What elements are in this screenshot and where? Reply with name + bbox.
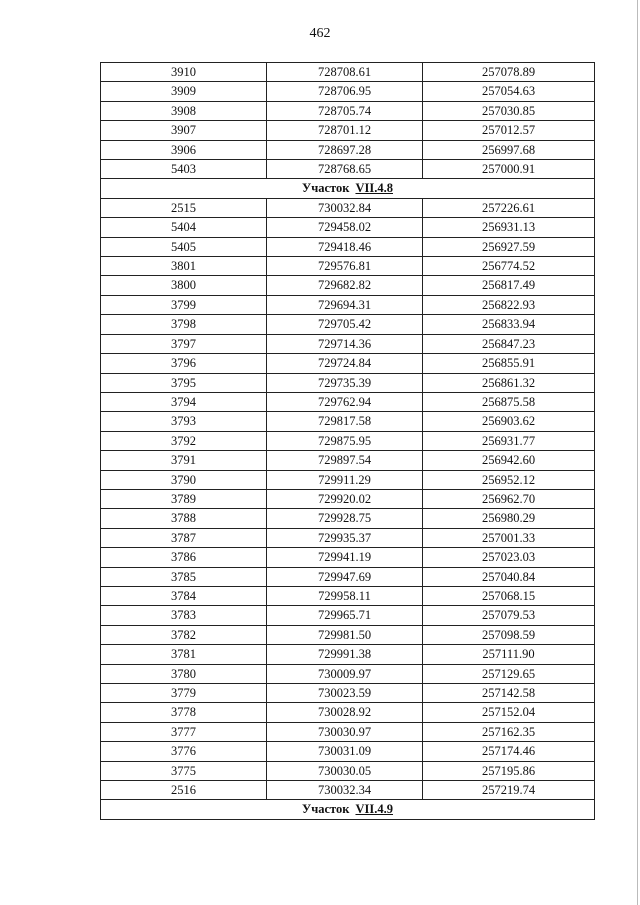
- coordinates-table-body: [101, 63, 595, 820]
- y-coordinate-cell: 256855.91: [423, 354, 595, 373]
- y-coordinate-cell: 257098.59: [423, 625, 595, 644]
- table-row: [101, 82, 595, 101]
- y-coordinate-cell: 257226.61: [423, 198, 595, 217]
- y-coordinate-cell: 256997.68: [423, 140, 595, 159]
- point-number-cell: 3908: [101, 101, 267, 120]
- point-number-cell: 3796: [101, 354, 267, 373]
- x-coordinate-cell: 729875.95: [267, 431, 423, 450]
- point-number-cell: 5404: [101, 218, 267, 237]
- x-coordinate-cell: 729947.69: [267, 567, 423, 586]
- y-coordinate-cell: 257152.04: [423, 703, 595, 722]
- point-number-cell: 3791: [101, 451, 267, 470]
- point-number-cell: 3798: [101, 315, 267, 334]
- point-number-cell: 3781: [101, 645, 267, 664]
- table-row: [101, 567, 595, 586]
- point-number-cell: 3795: [101, 373, 267, 392]
- table-row: [101, 121, 595, 140]
- table-row: [101, 528, 595, 547]
- y-coordinate-cell: 257079.53: [423, 606, 595, 625]
- point-number-cell: 3782: [101, 625, 267, 644]
- x-coordinate-cell: 729897.54: [267, 451, 423, 470]
- point-number-cell: 3799: [101, 295, 267, 314]
- point-number-cell: 3909: [101, 82, 267, 101]
- table-row: [101, 295, 595, 314]
- table-row: [101, 586, 595, 605]
- table-row: [101, 548, 595, 567]
- y-coordinate-cell: 256931.13: [423, 218, 595, 237]
- y-coordinate-cell: 256847.23: [423, 334, 595, 353]
- x-coordinate-cell: 728701.12: [267, 121, 423, 140]
- section-name: VII.4.8: [355, 181, 393, 196]
- section-header-row: [101, 179, 595, 198]
- section-header-cell: [101, 800, 595, 819]
- y-coordinate-cell: 257030.85: [423, 101, 595, 120]
- x-coordinate-cell: 729682.82: [267, 276, 423, 295]
- point-number-cell: 3906: [101, 140, 267, 159]
- x-coordinate-cell: 729576.81: [267, 257, 423, 276]
- table-row: [101, 781, 595, 800]
- table-row: [101, 451, 595, 470]
- point-number-cell: 3801: [101, 257, 267, 276]
- table-row: [101, 160, 595, 179]
- y-coordinate-cell: 257162.35: [423, 722, 595, 741]
- section-name: VII.4.9: [355, 802, 393, 817]
- table-row: [101, 431, 595, 450]
- point-number-cell: 3779: [101, 684, 267, 703]
- point-number-cell: 2516: [101, 781, 267, 800]
- point-number-cell: 3786: [101, 548, 267, 567]
- x-coordinate-cell: 730028.92: [267, 703, 423, 722]
- table-row: [101, 742, 595, 761]
- y-coordinate-cell: 257174.46: [423, 742, 595, 761]
- y-coordinate-cell: 256927.59: [423, 237, 595, 256]
- point-number-cell: 2515: [101, 198, 267, 217]
- y-coordinate-cell: 257129.65: [423, 664, 595, 683]
- x-coordinate-cell: 729991.38: [267, 645, 423, 664]
- x-coordinate-cell: 730030.97: [267, 722, 423, 741]
- x-coordinate-cell: 729714.36: [267, 334, 423, 353]
- point-number-cell: 3777: [101, 722, 267, 741]
- table-row: [101, 412, 595, 431]
- section-prefix: Участок: [302, 802, 350, 817]
- y-coordinate-cell: 256931.77: [423, 431, 595, 450]
- table-row: [101, 489, 595, 508]
- x-coordinate-cell: 728708.61: [267, 63, 423, 82]
- x-coordinate-cell: 728706.95: [267, 82, 423, 101]
- x-coordinate-cell: 730031.09: [267, 742, 423, 761]
- y-coordinate-cell: 256774.52: [423, 257, 595, 276]
- x-coordinate-cell: 729935.37: [267, 528, 423, 547]
- y-coordinate-cell: 257001.33: [423, 528, 595, 547]
- x-coordinate-cell: 728705.74: [267, 101, 423, 120]
- x-coordinate-cell: 729694.31: [267, 295, 423, 314]
- table-row: [101, 315, 595, 334]
- x-coordinate-cell: 730032.34: [267, 781, 423, 800]
- table-row: [101, 761, 595, 780]
- y-coordinate-cell: 257000.91: [423, 160, 595, 179]
- table-row: [101, 354, 595, 373]
- y-coordinate-cell: 256822.93: [423, 295, 595, 314]
- point-number-cell: 3790: [101, 470, 267, 489]
- y-coordinate-cell: 256817.49: [423, 276, 595, 295]
- table-row: [101, 257, 595, 276]
- x-coordinate-cell: 729965.71: [267, 606, 423, 625]
- point-number-cell: 3778: [101, 703, 267, 722]
- table-row: [101, 606, 595, 625]
- table-row: [101, 334, 595, 353]
- table-row: [101, 140, 595, 159]
- point-number-cell: 5405: [101, 237, 267, 256]
- table-row: [101, 470, 595, 489]
- table-row: [101, 101, 595, 120]
- point-number-cell: 3910: [101, 63, 267, 82]
- y-coordinate-cell: 257078.89: [423, 63, 595, 82]
- y-coordinate-cell: 257054.63: [423, 82, 595, 101]
- point-number-cell: 3793: [101, 412, 267, 431]
- y-coordinate-cell: 256861.32: [423, 373, 595, 392]
- table-row: [101, 625, 595, 644]
- scan-edge-line: [637, 0, 638, 905]
- x-coordinate-cell: 728697.28: [267, 140, 423, 159]
- x-coordinate-cell: 729817.58: [267, 412, 423, 431]
- table-row: [101, 63, 595, 82]
- point-number-cell: 3784: [101, 586, 267, 605]
- y-coordinate-cell: 257040.84: [423, 567, 595, 586]
- table-row: [101, 198, 595, 217]
- table-row: [101, 645, 595, 664]
- point-number-cell: 3792: [101, 431, 267, 450]
- y-coordinate-cell: 257023.03: [423, 548, 595, 567]
- table-row: [101, 722, 595, 741]
- x-coordinate-cell: 729911.29: [267, 470, 423, 489]
- x-coordinate-cell: 730030.05: [267, 761, 423, 780]
- y-coordinate-cell: 257012.57: [423, 121, 595, 140]
- coordinates-table: [100, 62, 595, 820]
- x-coordinate-cell: 729418.46: [267, 237, 423, 256]
- point-number-cell: 3775: [101, 761, 267, 780]
- section-header-cell: [101, 179, 595, 198]
- x-coordinate-cell: 729735.39: [267, 373, 423, 392]
- y-coordinate-cell: 257195.86: [423, 761, 595, 780]
- table-row: [101, 237, 595, 256]
- point-number-cell: 3789: [101, 489, 267, 508]
- y-coordinate-cell: 256903.62: [423, 412, 595, 431]
- point-number-cell: 3907: [101, 121, 267, 140]
- section-prefix: Участок: [302, 181, 350, 196]
- x-coordinate-cell: 729928.75: [267, 509, 423, 528]
- y-coordinate-cell: 256952.12: [423, 470, 595, 489]
- point-number-cell: 3776: [101, 742, 267, 761]
- table-row: [101, 684, 595, 703]
- x-coordinate-cell: 730009.97: [267, 664, 423, 683]
- point-number-cell: 3783: [101, 606, 267, 625]
- table-row: [101, 664, 595, 683]
- x-coordinate-cell: 730023.59: [267, 684, 423, 703]
- x-coordinate-cell: 729920.02: [267, 489, 423, 508]
- y-coordinate-cell: 256833.94: [423, 315, 595, 334]
- y-coordinate-cell: 257219.74: [423, 781, 595, 800]
- x-coordinate-cell: 729958.11: [267, 586, 423, 605]
- x-coordinate-cell: 730032.84: [267, 198, 423, 217]
- table-row: [101, 373, 595, 392]
- y-coordinate-cell: 257068.15: [423, 586, 595, 605]
- x-coordinate-cell: 728768.65: [267, 160, 423, 179]
- point-number-cell: 3794: [101, 392, 267, 411]
- point-number-cell: 3788: [101, 509, 267, 528]
- point-number-cell: 5403: [101, 160, 267, 179]
- table-row: [101, 703, 595, 722]
- y-coordinate-cell: 257142.58: [423, 684, 595, 703]
- table-row: [101, 218, 595, 237]
- point-number-cell: 3787: [101, 528, 267, 547]
- point-number-cell: 3797: [101, 334, 267, 353]
- x-coordinate-cell: 729981.50: [267, 625, 423, 644]
- table-row: [101, 276, 595, 295]
- page-number: 462: [309, 26, 331, 41]
- y-coordinate-cell: 256875.58: [423, 392, 595, 411]
- x-coordinate-cell: 729458.02: [267, 218, 423, 237]
- point-number-cell: 3780: [101, 664, 267, 683]
- y-coordinate-cell: 257111.90: [423, 645, 595, 664]
- table-row: [101, 509, 595, 528]
- x-coordinate-cell: 729941.19: [267, 548, 423, 567]
- y-coordinate-cell: 256962.70: [423, 489, 595, 508]
- point-number-cell: 3785: [101, 567, 267, 586]
- x-coordinate-cell: 729762.94: [267, 392, 423, 411]
- section-header-row: [101, 800, 595, 819]
- x-coordinate-cell: 729724.84: [267, 354, 423, 373]
- x-coordinate-cell: 729705.42: [267, 315, 423, 334]
- point-number-cell: 3800: [101, 276, 267, 295]
- table-row: [101, 392, 595, 411]
- y-coordinate-cell: 256942.60: [423, 451, 595, 470]
- y-coordinate-cell: 256980.29: [423, 509, 595, 528]
